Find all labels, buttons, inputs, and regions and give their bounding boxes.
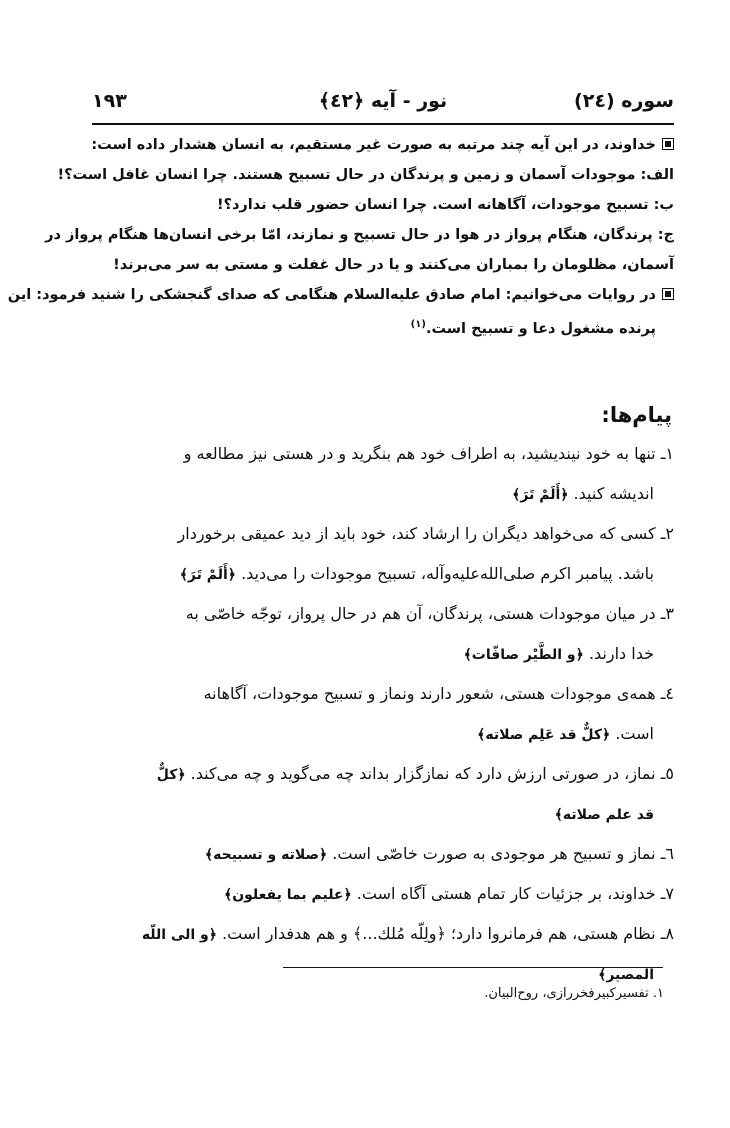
quran-quote: قد علم صلاته﴾	[554, 807, 654, 823]
note-line	[91, 130, 674, 160]
quran-quote: ﴿أَلَمْ تَرَ﴾	[179, 567, 236, 583]
quran-quote: المصير﴾	[598, 967, 654, 983]
note-line	[94, 310, 674, 340]
message-text: ٧ـ خداوند، بر جزئيات كار تمام هستى آگاه است.	[356, 884, 674, 903]
message-line	[89, 434, 674, 474]
message-text: ٢ـ كسى كه مى‌خواهد ديگران را ارشاد كند، خود بايد از ديد عميقى برخوردار	[177, 524, 674, 543]
note-line	[57, 160, 674, 190]
message-line	[89, 874, 674, 914]
note-text: ج: پرندگان، هنگام پرواز در هوا در حال تسبيح و نمازند، امّا برخى انسان‌ها هنگام پرواز در	[45, 227, 674, 243]
quran-quote: ﴿كلٌّ قد عَلِم صلاته﴾	[477, 727, 611, 743]
messages-heading: پيام‌ها:	[601, 403, 672, 427]
message-line	[89, 714, 674, 754]
message-text: ٥ـ نماز، در صورتى ارزش دارد كه نمازگزار بداند چه مى‌گويد و چه مى‌كند.	[190, 764, 674, 783]
message-line	[89, 914, 674, 954]
quran-quote: ﴿و الى اللّه	[141, 927, 217, 943]
footnote: ١. تفسيركبيرفخررازى، روح‌البيان.	[484, 986, 664, 1001]
quran-quote: ﴿صلاته و تسبيحه﴾	[204, 847, 328, 863]
note-line	[45, 220, 674, 250]
message-text: ٨ـ نظام هستى، هم فرمانروا دارد؛ ﴿ولِلّه مُلك...﴾ و هم هدفدار است.	[222, 924, 674, 943]
message-text: باشد. پيامبر اكرم صلى‌الله‌عليه‌وآله، تسبيح موجودات را مى‌ديد.	[241, 564, 654, 583]
quran-quote: ﴿و الطَّيْر صافّات﴾	[463, 647, 584, 663]
header-rule	[92, 123, 674, 125]
quran-quote: ﴿أَلَمْ تَرَ﴾	[512, 487, 569, 503]
message-line	[89, 754, 674, 794]
message-line	[89, 554, 674, 594]
message-line	[89, 514, 674, 554]
quran-quote: ﴿عليم بما يفعلون﴾	[223, 887, 352, 903]
message-line	[89, 834, 674, 874]
message-line	[89, 594, 674, 634]
page-number: ١٩٣	[92, 90, 127, 112]
message-text: ٤ـ همه‌ى موجودات هستى، شعور دارند ونماز و تسبيح موجودات، آگاهانه	[203, 684, 674, 703]
message-text: ١ـ تنها به خود نينديشيد، به اطراف خود هم بنگريد و در هستى نيز مطالعه و	[183, 444, 674, 463]
message-text: ٣ـ در ميان موجودات هستى، پرندگان، آن هم در حال پرواز، توجّه خاصّى به	[185, 604, 674, 623]
message-text: انديشه كنيد.	[573, 484, 654, 503]
note-text: پرنده مشغول دعا و تسبيح است.	[425, 320, 656, 337]
footnote-reference: (١)	[410, 319, 426, 330]
message-line	[89, 794, 674, 834]
square-bullet-icon	[662, 288, 674, 300]
page-header	[92, 88, 674, 120]
note-text: ب: تسبيح موجودات، آگاهانه است. چرا انسان حضور قلب ندارد؟!	[216, 197, 674, 213]
square-bullet-icon	[662, 138, 674, 150]
footnote-rule	[283, 967, 663, 968]
message-line	[89, 674, 674, 714]
header-title: نور - آيه ﴿٤٢﴾	[318, 90, 448, 112]
note-line	[94, 190, 674, 220]
message-text: ٦ـ نماز و تسبيح هر موجودى به صورت خاصّى است.	[332, 844, 674, 863]
message-line	[89, 634, 674, 674]
surah-label: سوره (٢٤)	[574, 90, 674, 112]
message-line	[89, 474, 674, 514]
message-text: است.	[615, 724, 654, 743]
notes-section	[7, 130, 674, 340]
note-line	[94, 250, 674, 280]
quran-quote: ﴿كلٌّ	[156, 767, 186, 783]
note-text: در روايات مى‌خوانيم: امام صادق عليه‌السلام هنگامى كه صداى گنجشكى را شنيد فرمود: اين	[7, 287, 656, 303]
note-text: آسمان، مظلومان را بمباران مى‌كنند و يا در حال غفلت و مستى به سر مى‌برند!	[113, 257, 674, 273]
note-text: خداوند، در اين آيه چند مرتبه به صورت غير مستقيم، به انسان هشدار داده است:	[91, 137, 656, 153]
message-text: خدا دارند.	[588, 644, 654, 663]
messages-section	[89, 398, 674, 994]
note-text: الف: موجودات آسمان و زمين و پرندگان در حال تسبيح هستند. چرا انسان غافل است؟!	[57, 167, 674, 183]
note-line	[7, 280, 674, 310]
